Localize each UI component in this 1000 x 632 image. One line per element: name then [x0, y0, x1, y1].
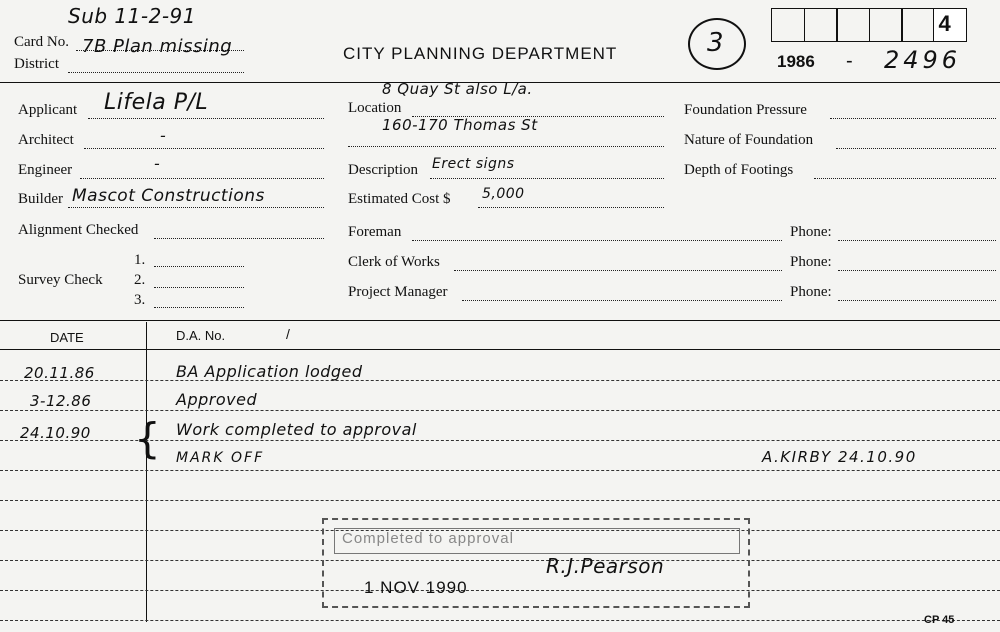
survey-item: 1.: [134, 252, 146, 268]
cost-value: 5,000: [482, 186, 525, 202]
stamp-date: 1 NOV 1990: [364, 578, 468, 597]
description-value: Erect signs: [432, 156, 515, 172]
circled-number: 3: [688, 18, 746, 70]
location-label: Location: [348, 100, 402, 116]
architect-label: Architect: [18, 132, 74, 148]
survey-item: 3.: [134, 292, 146, 308]
log-entry-date: 24.10.90: [20, 424, 91, 442]
engineer-label: Engineer: [18, 162, 73, 178]
phone-label: Phone:: [790, 224, 832, 240]
log-entry-text: Approved: [176, 390, 258, 409]
location-line-1: 8 Quay St also L/a.: [382, 80, 533, 98]
engineer-value: -: [154, 154, 161, 173]
log-entry-date: 3-12.86: [30, 392, 92, 410]
district-value: 7B Plan missing: [82, 36, 233, 57]
card-no-label: Card No.: [14, 34, 69, 50]
applicant-label: Applicant: [18, 102, 78, 118]
foundation-pressure-label: Foundation Pressure: [684, 102, 807, 118]
description-label: Description: [348, 162, 418, 178]
year-dash: -: [846, 50, 853, 72]
brace: {: [134, 414, 162, 463]
cost-label: Estimated Cost $: [348, 191, 451, 207]
column-divider: [146, 322, 147, 622]
clerk-label: Clerk of Works: [348, 254, 440, 270]
log-entry-text: MARK OFF: [176, 450, 265, 466]
district-label: District: [14, 56, 59, 72]
builder-value: Mascot Constructions: [72, 186, 265, 206]
approval-stamp: [322, 518, 750, 608]
depth-footings-label: Depth of Footings: [684, 162, 794, 178]
foreman-label: Foreman: [348, 224, 402, 240]
phone-label: Phone:: [790, 254, 832, 270]
file-number: 2496: [884, 46, 962, 74]
survey-item: 2.: [134, 272, 146, 288]
builder-label: Builder: [18, 191, 63, 207]
card-number-boxes: 4: [773, 8, 967, 42]
phone-label: Phone:: [790, 284, 832, 300]
stamp-text: Completed to approval: [342, 530, 514, 547]
da-slash: /: [286, 326, 290, 342]
card-no-value: Sub 11-2-91: [68, 4, 196, 28]
survey-label: Survey Check: [18, 272, 103, 288]
location-line-2: 160-170 Thomas St: [382, 116, 538, 134]
pm-label: Project Manager: [348, 284, 448, 300]
log-entry-text: Work completed to approval: [176, 420, 417, 439]
page-title: CITY PLANNING DEPARTMENT: [343, 44, 618, 63]
stamp-signature: R.J.Pearson: [546, 554, 665, 578]
log-entry-text: BA Application lodged: [176, 362, 363, 381]
year: 1986: [777, 52, 815, 71]
architect-value: -: [160, 126, 167, 145]
applicant-value: Lifela P/L: [104, 90, 209, 115]
log-entry-date: 20.11.86: [24, 364, 95, 382]
signoff: A.KIRBY 24.10.90: [762, 448, 917, 466]
form-code: CP 45: [924, 614, 955, 626]
da-header: D.A. No.: [176, 328, 226, 343]
alignment-label: Alignment Checked: [18, 222, 139, 238]
date-header: DATE: [50, 330, 84, 345]
nature-foundation-label: Nature of Foundation: [684, 132, 814, 148]
